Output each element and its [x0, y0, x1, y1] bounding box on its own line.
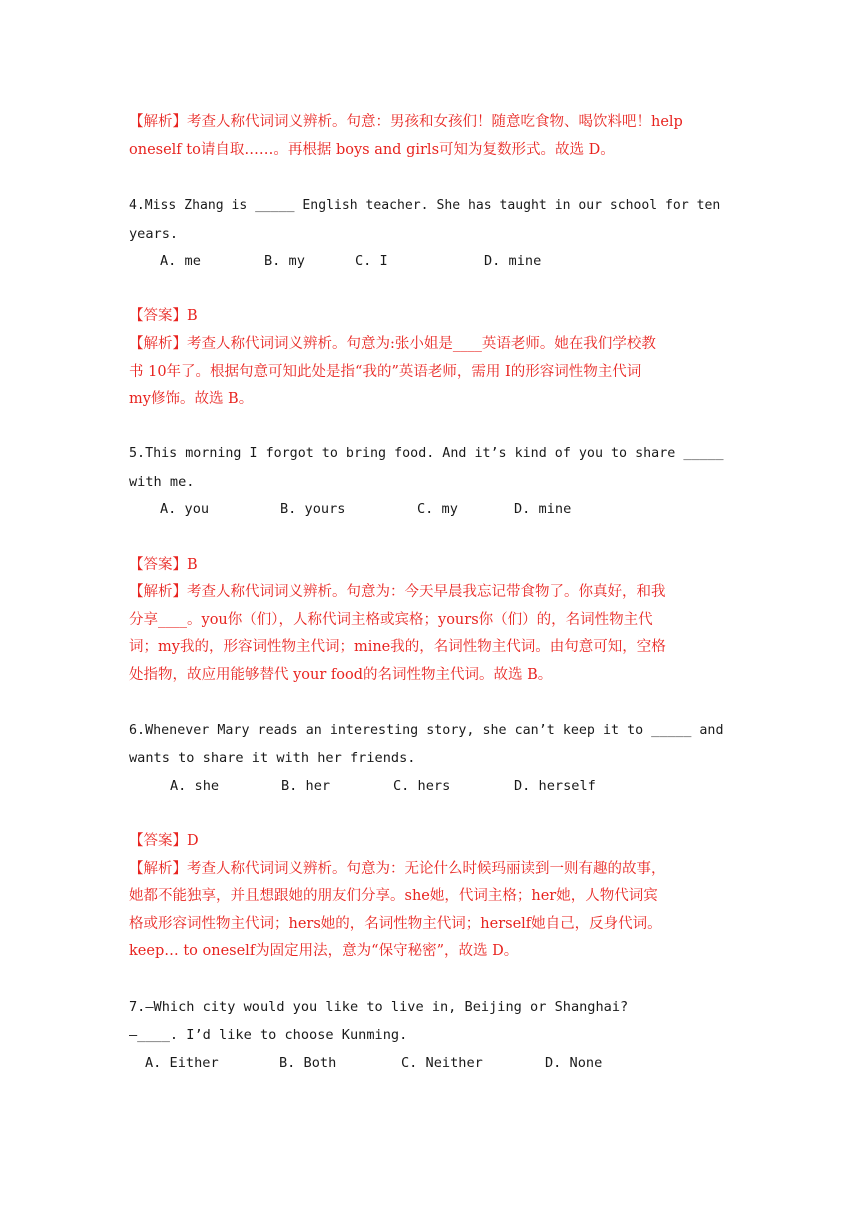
q5-analysis-text-1: 考查人称代词词义辨析。句意为：今天早晨我忘记带食物了。你真好，和我: [187, 584, 666, 600]
q6-stem-line-1: 6.Whenever Mary reads an interesting story, she can’t keep it to _____ and: [129, 723, 724, 738]
q4-analysis-text-1: 考查人称代词词义辨析。句意为:张小姐是____英语老师。她在我们学校教: [187, 336, 656, 352]
q5-answer: [129, 555, 198, 575]
q7-option-a: A. Either: [145, 1055, 219, 1071]
q5-analysis-tag: 【解析】: [129, 584, 187, 600]
q4-option-a: A. me: [160, 253, 201, 269]
q4-answer: [129, 306, 198, 326]
q4-option-b: B. my: [264, 253, 305, 269]
q6-option-c: C. hers: [393, 778, 451, 794]
q7-options: [0, 1053, 860, 1073]
q6-answer-value: D: [187, 833, 199, 849]
q6-answer: [129, 831, 199, 851]
q5-options: [0, 499, 860, 519]
q6-analysis-line-3: 格或形容词性物主代词；hers她的，名词性物主代词；herself她自己，反身代词。: [129, 916, 662, 932]
q3-analysis-line-1: [129, 112, 683, 132]
q5-stem-line-2: with me.: [129, 474, 195, 490]
q4-analysis-tag: 【解析】: [129, 336, 187, 352]
q7-stem-line-1: 7.—Which city would you like to live in, Beijing or Shanghai?: [129, 999, 629, 1015]
q4-analysis-line-2: 书 10年了。根据句意可知此处是指“我的”英语老师，需用 I的形容词性物主代词: [129, 364, 642, 380]
q5-option-a: A. you: [160, 501, 210, 517]
q5-answer-value: B: [187, 557, 198, 573]
q7-stem-line-2: —____. I’d like to choose Kunming.: [129, 1027, 408, 1043]
q4-analysis-line-3: my修饰。故选 B。: [129, 391, 254, 407]
q7-option-c: C. Neither: [401, 1055, 483, 1071]
q4-options: [0, 251, 860, 271]
q6-stem-line-2: wants to share it with her friends.: [129, 750, 416, 766]
q4-option-d: D. mine: [484, 253, 542, 269]
q6-option-b: B. her: [281, 778, 331, 794]
q5-stem-line-1: 5.This morning I forgot to bring food. And it’s kind of you to share _____: [129, 446, 724, 461]
q6-analysis-text-1: 考查人称代词词义辨析。句意为：无论什么时候玛丽读到一则有趣的故事，: [187, 861, 666, 877]
q5-option-c: C. my: [417, 501, 458, 517]
q6-option-a: A. she: [170, 778, 220, 794]
q5-analysis-line-3: 词；my我的，形容词性物主代词；mine我的，名词性物主代词。由句意可知，空格: [129, 639, 666, 655]
q6-answer-tag: 【答案】: [129, 833, 187, 849]
q4-stem-line-1: 4.Miss Zhang is _____ English teacher. She has taught in our school for ten: [129, 198, 721, 213]
q5-option-b: B. yours: [280, 501, 346, 517]
q4-analysis-line-1: [129, 334, 656, 354]
q6-analysis-line-2: 她都不能独享，并且想跟她的朋友们分享。she她，代词主格；her她，人物代词宾: [129, 888, 658, 904]
q5-option-d: D. mine: [514, 501, 572, 517]
q3-analysis-line-2: oneself to请自取……。再根据 boys and girls可知为复数形式。故选 D。: [129, 142, 615, 158]
q7-option-b: B. Both: [279, 1055, 337, 1071]
q5-analysis-line-4: 处指物，故应用能够替代 your food的名词性物主代词。故选 B。: [129, 667, 553, 683]
q6-analysis-line-4: keep… to oneself为固定用法，意为“保守秘密”，故选 D。: [129, 943, 519, 959]
q4-answer-value: B: [187, 308, 198, 324]
q6-option-d: D. herself: [514, 778, 596, 794]
q4-answer-tag: 【答案】: [129, 308, 187, 324]
q3-analysis-text-1: 考查人称代词词义辨析。句意：男孩和女孩们！随意吃食物、喝饮料吧！help: [187, 114, 683, 130]
q6-analysis-tag: 【解析】: [129, 861, 187, 877]
q6-options: [0, 776, 860, 796]
q4-option-c: C. I: [355, 253, 388, 269]
q6-analysis-line-1: [129, 859, 666, 879]
q7-option-d: D. None: [545, 1055, 603, 1071]
q5-answer-tag: 【答案】: [129, 557, 187, 573]
q3-analysis-tag: 【解析】: [129, 114, 187, 130]
q4-stem-line-2: years.: [129, 226, 179, 242]
q5-analysis-line-2: 分享____。you你（们），人称代词主格或宾格；yours你（们）的，名词性物主代: [129, 612, 653, 628]
q5-analysis-line-1: [129, 582, 666, 602]
